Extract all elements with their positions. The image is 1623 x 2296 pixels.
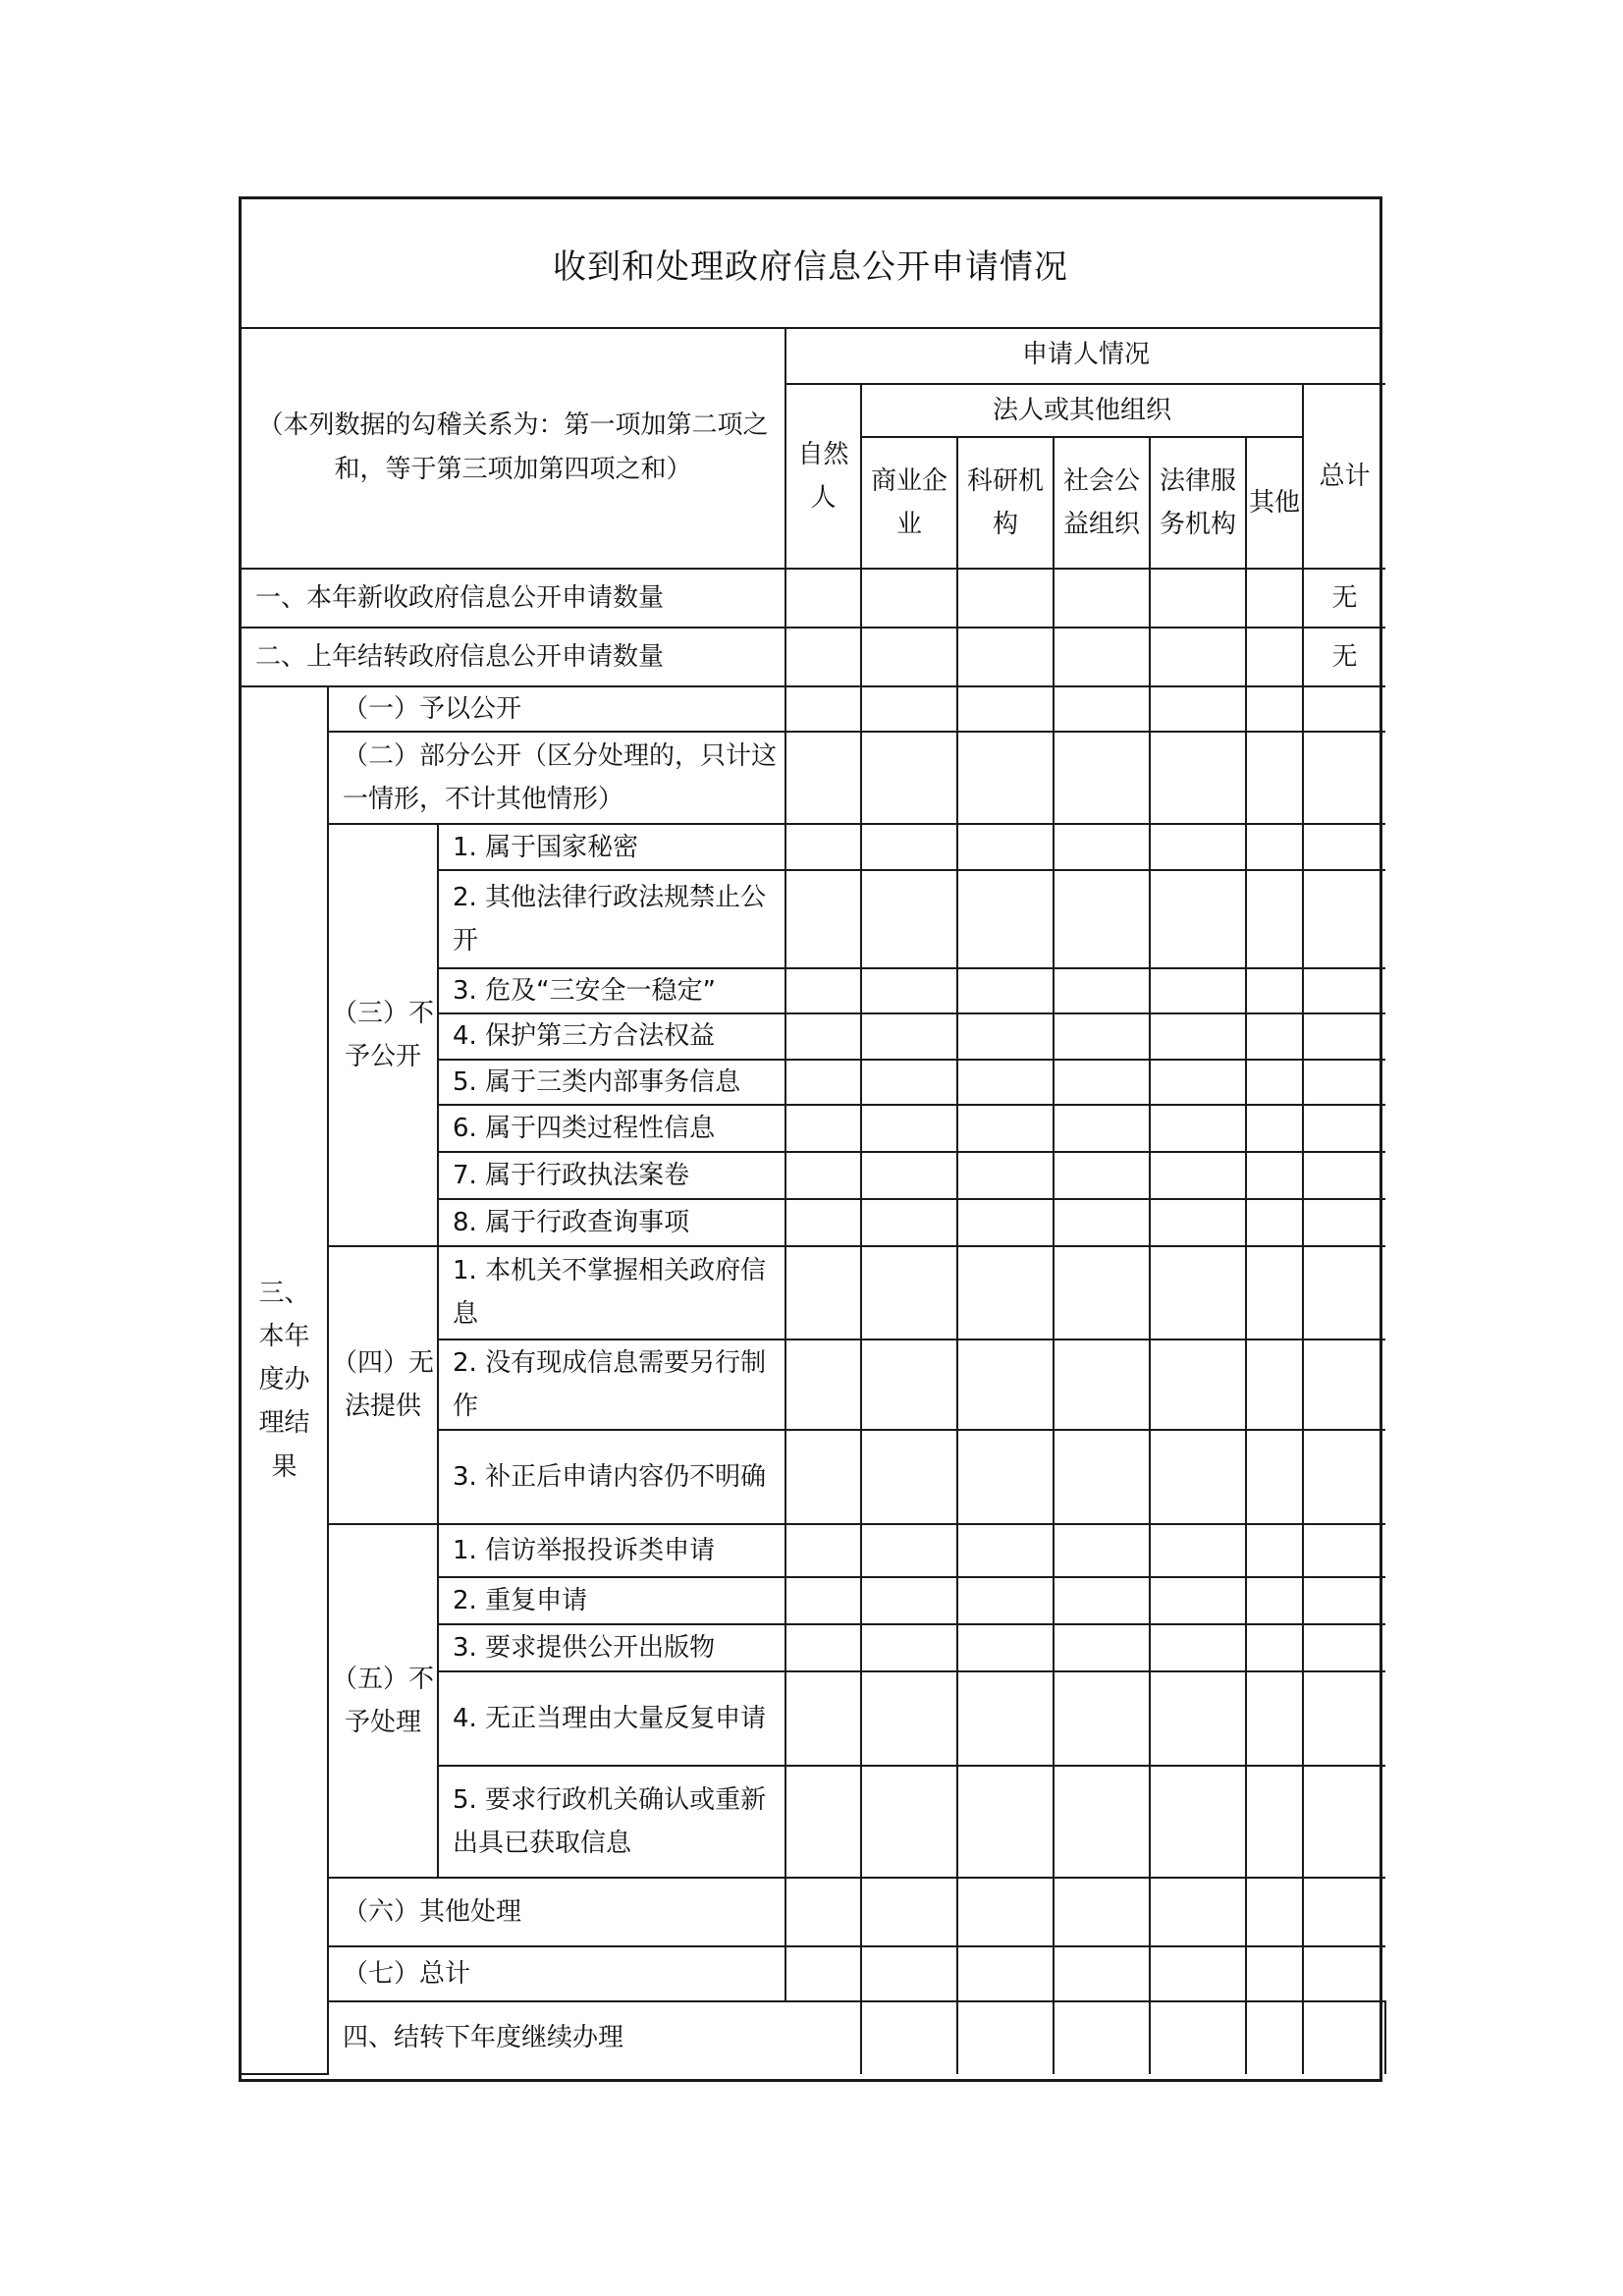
empty-cell	[861, 1339, 957, 1430]
empty-cell	[1150, 1105, 1246, 1152]
empty-cell	[1054, 628, 1150, 686]
empty-cell	[1246, 1624, 1303, 1671]
header-applicant: 申请人情况	[785, 327, 1385, 384]
empty-cell	[957, 1946, 1054, 2001]
empty-cell	[785, 1430, 861, 1524]
empty-cell	[1054, 870, 1150, 968]
empty-cell	[1150, 569, 1246, 628]
empty-cell	[957, 1766, 1054, 1878]
empty-cell	[1150, 1246, 1246, 1339]
empty-cell	[785, 1246, 861, 1339]
empty-cell	[1246, 1430, 1303, 1524]
empty-cell	[785, 732, 861, 824]
empty-cell	[785, 1671, 861, 1766]
empty-cell	[1150, 1199, 1246, 1246]
empty-cell	[1054, 1339, 1150, 1430]
empty-cell	[1054, 732, 1150, 824]
empty-cell	[1246, 732, 1303, 824]
empty-cell	[1150, 1060, 1246, 1105]
list-item: 1. 信访举报投诉类申请	[438, 1524, 785, 1577]
empty-cell	[1054, 2001, 1150, 2074]
empty-cell	[1303, 1199, 1385, 1246]
empty-cell	[861, 1766, 957, 1878]
empty-cell	[1303, 1152, 1385, 1199]
list-item: 6. 属于四类过程性信息	[438, 1105, 785, 1152]
empty-cell	[1246, 1766, 1303, 1878]
report-table-frame	[239, 196, 1382, 2082]
header-legal-group: 法人或其他组织	[861, 384, 1303, 437]
header-research: 科研机构	[957, 437, 1054, 569]
header-welfare: 社会公益组织	[1054, 437, 1150, 569]
empty-cell	[1150, 1878, 1246, 1946]
empty-cell	[1054, 1152, 1150, 1199]
empty-cell	[1054, 1430, 1150, 1524]
empty-cell	[957, 2001, 1054, 2074]
empty-cell	[1303, 1430, 1385, 1524]
row-disclosed: （一）予以公开	[328, 686, 785, 732]
empty-cell	[785, 968, 861, 1013]
empty-cell	[1150, 1766, 1246, 1878]
empty-cell	[1150, 870, 1246, 968]
empty-cell	[785, 1013, 861, 1059]
list-item: 3. 危及“三安全一稳定”	[438, 968, 785, 1013]
empty-cell	[1150, 1671, 1246, 1766]
empty-cell	[957, 732, 1054, 824]
empty-cell	[861, 1430, 957, 1524]
empty-cell	[861, 1152, 957, 1199]
empty-cell	[861, 1060, 957, 1105]
empty-cell	[1150, 1339, 1246, 1430]
header-total: 总计	[1303, 384, 1385, 569]
empty-cell	[957, 1878, 1054, 1946]
empty-cell	[1054, 1105, 1150, 1152]
empty-cell	[861, 732, 957, 824]
empty-cell	[785, 1577, 861, 1624]
empty-cell	[1246, 870, 1303, 968]
list-item: 8. 属于行政查询事项	[438, 1199, 785, 1246]
empty-cell	[1303, 1624, 1385, 1671]
empty-cell	[957, 1105, 1054, 1152]
empty-cell	[1246, 1013, 1303, 1059]
empty-cell	[861, 1946, 957, 2001]
empty-cell	[957, 1577, 1054, 1624]
empty-cell	[1246, 1152, 1303, 1199]
empty-cell	[957, 870, 1054, 968]
empty-cell	[785, 569, 861, 628]
empty-cell	[1303, 968, 1385, 1013]
empty-cell	[861, 2001, 957, 2074]
empty-cell	[1150, 824, 1246, 870]
empty-cell	[861, 1624, 957, 1671]
empty-cell	[785, 1878, 861, 1946]
empty-cell	[1246, 1339, 1303, 1430]
empty-cell	[861, 1246, 957, 1339]
empty-cell	[1150, 686, 1246, 732]
header-commercial: 商业企业	[861, 437, 957, 569]
empty-cell	[1150, 1013, 1246, 1059]
list-item: 4. 保护第三方合法权益	[438, 1013, 785, 1059]
list-item: 2. 其他法律行政法规禁止公开	[438, 870, 785, 968]
empty-cell	[1303, 870, 1385, 968]
empty-cell	[1303, 1766, 1385, 1878]
empty-cell	[1303, 732, 1385, 824]
empty-cell	[1246, 1246, 1303, 1339]
empty-cell	[957, 968, 1054, 1013]
empty-cell	[957, 686, 1054, 732]
row-other-handling: （六）其他处理	[328, 1878, 785, 1946]
empty-cell	[1303, 1671, 1385, 1766]
empty-cell	[785, 1060, 861, 1105]
empty-cell	[1303, 1878, 1385, 1946]
empty-cell	[785, 870, 861, 968]
table-title: 收到和处理政府信息公开申请情况	[242, 199, 1380, 329]
empty-cell	[957, 1671, 1054, 1766]
empty-cell	[957, 824, 1054, 870]
empty-cell	[1150, 1430, 1246, 1524]
empty-cell	[1054, 686, 1150, 732]
empty-cell	[1246, 1878, 1303, 1946]
empty-cell	[1150, 968, 1246, 1013]
empty-cell	[785, 824, 861, 870]
group-cannot-provide: （四）无法提供	[328, 1246, 438, 1524]
empty-cell	[861, 569, 957, 628]
empty-cell	[1303, 1524, 1385, 1577]
empty-cell	[1054, 1060, 1150, 1105]
empty-cell	[1054, 1199, 1150, 1246]
row-carried-over: 二、上年结转政府信息公开申请数量	[242, 628, 785, 686]
empty-cell	[1150, 1152, 1246, 1199]
header-legal-service: 法律服务机构	[1150, 437, 1246, 569]
empty-cell	[861, 968, 957, 1013]
empty-cell	[957, 1152, 1054, 1199]
empty-cell	[1246, 1946, 1303, 2001]
row-subtotal: （七）总计	[328, 1946, 785, 2001]
empty-cell	[861, 628, 957, 686]
empty-cell	[1246, 1577, 1303, 1624]
empty-cell	[1054, 1624, 1150, 1671]
list-item: 7. 属于行政执法案卷	[438, 1152, 785, 1199]
empty-cell	[785, 1946, 861, 2001]
empty-cell	[1246, 569, 1303, 628]
empty-cell	[785, 1152, 861, 1199]
empty-cell	[1303, 1105, 1385, 1152]
empty-cell	[1303, 2001, 1385, 2074]
empty-cell	[785, 1624, 861, 1671]
section-results-label: 三、本年度办理结果	[242, 686, 328, 2074]
empty-cell	[1246, 824, 1303, 870]
empty-cell	[957, 1246, 1054, 1339]
list-item: 2. 没有现成信息需要另行制作	[438, 1339, 785, 1430]
empty-cell	[785, 1105, 861, 1152]
empty-cell	[861, 870, 957, 968]
empty-cell	[861, 1671, 957, 1766]
statistics-table	[242, 327, 1385, 2075]
empty-cell	[1150, 1524, 1246, 1577]
empty-cell	[1054, 1878, 1150, 1946]
list-item: 2. 重复申请	[438, 1577, 785, 1624]
empty-cell	[861, 1013, 957, 1059]
empty-cell	[957, 1624, 1054, 1671]
empty-cell	[957, 1199, 1054, 1246]
empty-cell	[785, 686, 861, 732]
empty-cell	[1246, 628, 1303, 686]
empty-cell	[957, 1060, 1054, 1105]
group-not-disclosed: （三）不予公开	[328, 824, 438, 1246]
row-new-applications-total: 无	[1303, 569, 1385, 628]
empty-cell	[861, 1577, 957, 1624]
empty-cell	[957, 628, 1054, 686]
empty-cell	[785, 628, 861, 686]
empty-cell	[1303, 1060, 1385, 1105]
empty-cell	[1054, 1577, 1150, 1624]
empty-cell	[1150, 732, 1246, 824]
list-item: 5. 要求行政机关确认或重新出具已获取信息	[438, 1766, 785, 1878]
empty-cell	[1054, 1766, 1150, 1878]
empty-cell	[1054, 1246, 1150, 1339]
row-new-applications: 一、本年新收政府信息公开申请数量	[242, 569, 785, 628]
empty-cell	[1054, 968, 1150, 1013]
empty-cell	[1054, 569, 1150, 628]
empty-cell	[1150, 1946, 1246, 2001]
empty-cell	[1150, 628, 1246, 686]
empty-cell	[1303, 1339, 1385, 1430]
empty-cell	[1150, 2001, 1246, 2074]
empty-cell	[957, 1339, 1054, 1430]
empty-cell	[1246, 968, 1303, 1013]
list-item: 1. 本机关不掌握相关政府信息	[438, 1246, 785, 1339]
empty-cell	[1246, 1524, 1303, 1577]
empty-cell	[861, 1878, 957, 1946]
empty-cell	[957, 569, 1054, 628]
empty-cell	[1054, 1946, 1150, 2001]
empty-cell	[1303, 824, 1385, 870]
list-item: 3. 补正后申请内容仍不明确	[438, 1430, 785, 1524]
empty-cell	[785, 1339, 861, 1430]
empty-cell	[861, 686, 957, 732]
empty-cell	[1246, 1199, 1303, 1246]
group-not-processed: （五）不予处理	[328, 1524, 438, 1878]
list-item: 5. 属于三类内部事务信息	[438, 1060, 785, 1105]
header-other: 其他	[1246, 437, 1303, 569]
row-carried-over-total: 无	[1303, 628, 1385, 686]
header-natural-person: 自然人	[785, 384, 861, 569]
empty-cell	[861, 1524, 957, 1577]
empty-cell	[1246, 2001, 1303, 2074]
empty-cell	[1246, 1060, 1303, 1105]
empty-cell	[957, 1013, 1054, 1059]
empty-cell	[957, 1430, 1054, 1524]
list-item: 3. 要求提供公开出版物	[438, 1624, 785, 1671]
empty-cell	[785, 1199, 861, 1246]
empty-cell	[1303, 1577, 1385, 1624]
empty-cell	[1054, 1013, 1150, 1059]
empty-cell	[785, 1766, 861, 1878]
empty-cell	[785, 1524, 861, 1577]
row-partially-disclosed: （二）部分公开（区分处理的，只计这一情形，不计其他情形）	[328, 732, 785, 824]
row-carry-forward: 四、结转下年度继续办理	[328, 2001, 861, 2074]
empty-cell	[861, 1199, 957, 1246]
list-item: 1. 属于国家秘密	[438, 824, 785, 870]
empty-cell	[1150, 1577, 1246, 1624]
empty-cell	[861, 824, 957, 870]
empty-cell	[1054, 824, 1150, 870]
empty-cell	[861, 1105, 957, 1152]
empty-cell	[1303, 686, 1385, 732]
empty-cell	[1246, 1671, 1303, 1766]
empty-cell	[1246, 686, 1303, 732]
header-note: （本列数据的勾稽关系为：第一项加第二项之和，等于第三项加第四项之和）	[242, 327, 785, 569]
list-item: 4. 无正当理由大量反复申请	[438, 1671, 785, 1766]
empty-cell	[1150, 1624, 1246, 1671]
empty-cell	[1303, 1246, 1385, 1339]
empty-cell	[957, 1524, 1054, 1577]
empty-cell	[1303, 1946, 1385, 2001]
empty-cell	[1303, 1013, 1385, 1059]
empty-cell	[1054, 1671, 1150, 1766]
empty-cell	[1246, 1105, 1303, 1152]
empty-cell	[1054, 1524, 1150, 1577]
